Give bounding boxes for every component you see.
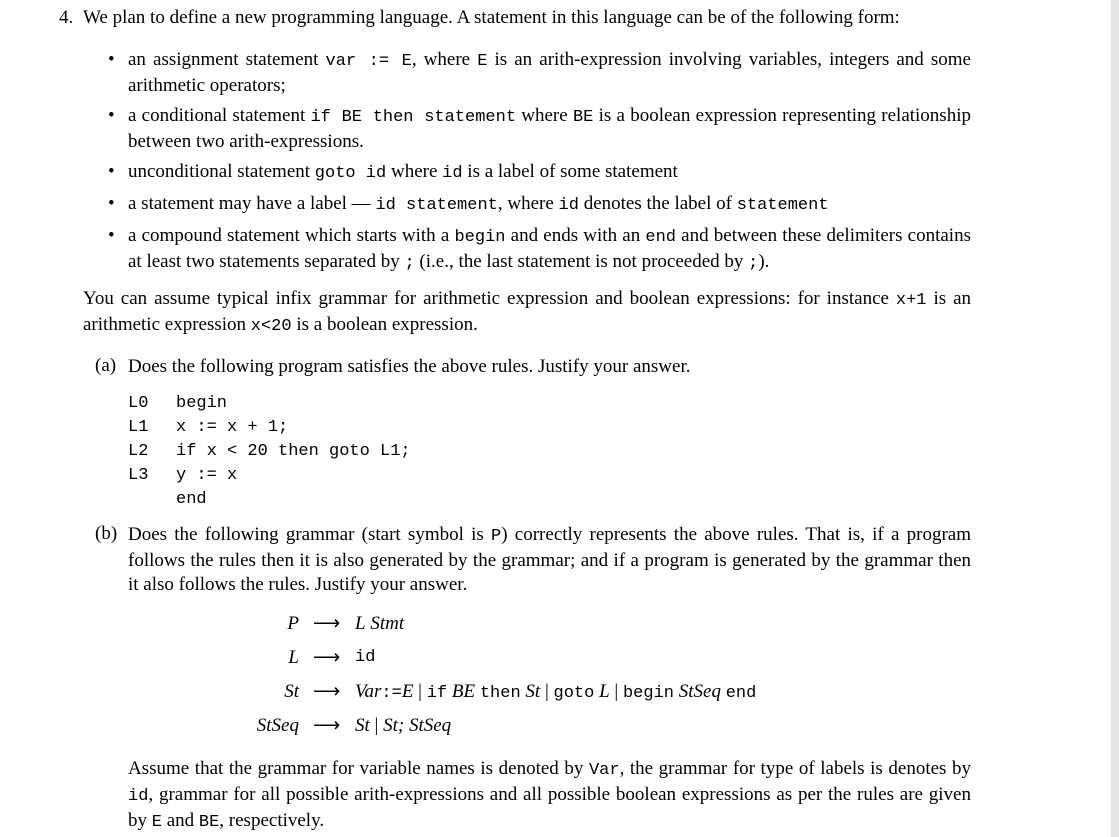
arrow-icon: ⟶ [313, 715, 341, 736]
part-b-label: (b) [95, 523, 118, 544]
arrow-icon: ⟶ [313, 681, 341, 702]
grammar-assumption: Assume that the grammar for variable names is denoted by Var, the grammar for type of labels is denotes by id, grammar for all possible arith-expressions and all possible boolean expressions as per the rules are given by E and BE, respectively. [128, 758, 971, 832]
grammar-rule-p: P ⟶ L Stmt [0, 611, 1119, 637]
bullet-icon: • [108, 193, 115, 214]
part-a-text: Does the following program satisfies the above rules. Justify your answer. [128, 356, 691, 377]
part-a-label: (a) [95, 355, 117, 376]
rule-conditional: • a conditional statement if BE then statement where BE is a boolean expression representing relationship between two arith-expressions. [108, 105, 971, 152]
question-number: 4. [59, 7, 74, 28]
bullet-icon: • [108, 105, 115, 126]
grammar-rule-l: L ⟶ id [0, 645, 1119, 671]
right-scroll-edge [1111, 0, 1119, 837]
arrow-icon: ⟶ [313, 613, 341, 634]
question-intro: We plan to define a new programming language. A statement in this language can be of the following form: [83, 7, 900, 28]
grammar-rule-st: St ⟶ Var:=E | if BE then St | goto L | begin StSeq end [284, 681, 757, 703]
rule-compound: • a compound statement which starts with a begin and ends with an end and between these delimiters contains at least two statements separated by ; (i.e., the last statement is not proceeded by ;). [108, 225, 971, 273]
bullet-icon: • [108, 225, 115, 246]
bullet-icon: • [108, 49, 115, 70]
infix-note: You can assume typical infix grammar for arithmetic expression and boolean expressions: for instance x+1 is an arithmetic expression x<20 is a boolean expression. [83, 288, 971, 336]
rule-goto: • unconditional statement goto id where id is a label of some statement [108, 161, 678, 183]
arrow-icon: ⟶ [313, 647, 341, 668]
bullet-icon: • [108, 161, 115, 182]
part-b-text: Does the following grammar (start symbol is P) correctly represents the above rules. That is, if a program follows the rules then it is also generated by the grammar; and if a program is generated by the grammar then it also follows the rules. Justify your answer. [128, 524, 971, 595]
grammar-rule-stseq: StSeq ⟶ St | St; StSeq [0, 713, 1119, 739]
rule-label: • a statement may have a label — id statement, where id denotes the label of statement [108, 193, 829, 215]
rule-assignment: • an assignment statement var := E, where E is an arith-expression involving variables, integers and some arithmetic operators; [108, 49, 971, 96]
